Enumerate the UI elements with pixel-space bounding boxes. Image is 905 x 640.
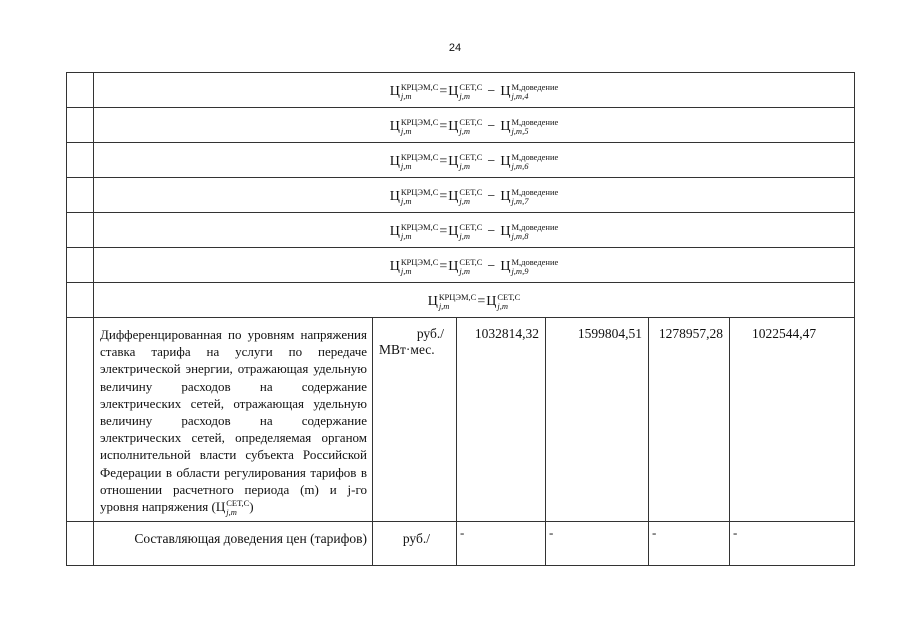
equals-sign: =: [439, 119, 448, 135]
formula-term-sup: М,доведение: [511, 222, 559, 233]
tariff-table: [66, 72, 855, 566]
formula-term-sup: М,доведение: [511, 82, 559, 93]
description-line: Дифференцированная по уровням: [100, 327, 295, 342]
formula-rhs-sup: СЕТ,С: [459, 152, 483, 163]
formula-row: [67, 108, 855, 143]
left-margin-cell: [67, 73, 94, 108]
formula-term-sup: М,доведение: [511, 117, 559, 128]
description-line: отражающая удельную величину расходов: [100, 361, 367, 394]
formula-lhs-sup: КРЦЭМ,С: [400, 257, 439, 268]
formula-lhs-sub: j,m: [400, 91, 412, 101]
formula-term-symbol: Ц: [500, 154, 511, 170]
formula-term-symbol: Ц: [500, 189, 511, 205]
formula-lhs-symbol: Ц: [389, 224, 400, 240]
formula-lhs-symbol: Ц: [389, 259, 400, 275]
equals-sign: =: [439, 224, 448, 240]
formula-rhs-sup: СЕТ,С: [459, 257, 483, 268]
formula-term-symbol: Ц: [500, 224, 511, 240]
formula-rhs-symbol: Ц: [448, 84, 459, 100]
description-line: власти субъекта Российской Федерации в: [100, 447, 367, 480]
rate-value-2: 1599804,51: [546, 318, 649, 522]
formula-row: [67, 178, 855, 213]
description-line: отношении расчетного периода (m) и j-го: [100, 481, 367, 497]
formula-cell: [94, 283, 855, 318]
formula-row: [67, 283, 855, 318]
rate-symbol-sub: j,m: [226, 507, 237, 518]
formula-term-sup: М,доведение: [511, 152, 559, 163]
component-value-4: -: [730, 521, 855, 565]
formula-cell: [94, 248, 855, 283]
formula-lhs-sup: КРЦЭМ,С: [400, 82, 439, 93]
formula-term-sub: j,m,4: [511, 91, 529, 101]
formula: [390, 79, 559, 101]
formula-lhs-sub: j,m: [400, 196, 412, 206]
formula-lhs-sub: j,m: [438, 301, 450, 311]
left-margin-cell: [67, 521, 94, 565]
rate-unit-line1: руб./: [416, 326, 444, 341]
component-value-3: -: [649, 521, 730, 565]
formula-rhs-sub: j,m: [459, 231, 471, 241]
description-close: ): [249, 499, 254, 515]
minus-sign: −: [487, 119, 496, 135]
component-description: Составляющая доведения цен (тарифов): [94, 521, 373, 565]
formula: [390, 219, 559, 241]
formula-rhs-sup: СЕТ,С: [459, 222, 483, 233]
description-line: на содержание электрических сетей,: [100, 413, 367, 446]
left-margin-cell: [67, 248, 94, 283]
description-line: отражающая удельную величину расходов: [100, 395, 368, 429]
formula-rhs-sup: СЕТ,С: [459, 82, 483, 93]
formula: [390, 254, 559, 276]
equals-sign: =: [477, 294, 486, 310]
rate-symbol-sup: СЕТ,С: [226, 498, 250, 509]
component-value-1: -: [457, 521, 546, 565]
formula-term-symbol: Ц: [500, 84, 511, 100]
formula-row: [67, 143, 855, 178]
rate-value-3: 1278957,28: [649, 318, 730, 522]
formula-term-sub: j,m,5: [511, 126, 529, 136]
left-margin-cell: [67, 213, 94, 248]
formula-cell: [94, 108, 855, 143]
formula: [390, 149, 559, 171]
formula-rhs-sup: СЕТ,С: [459, 187, 483, 198]
formula-row: [67, 248, 855, 283]
formula-lhs-sup: КРЦЭМ,С: [438, 292, 477, 303]
formula-lhs-sup: КРЦЭМ,С: [400, 187, 439, 198]
rate-description: [94, 318, 373, 522]
minus-sign: −: [487, 154, 496, 170]
formula-rhs-sup: СЕТ,С: [497, 292, 521, 303]
formula-lhs-sub: j,m: [400, 161, 412, 171]
formula-rhs-symbol: Ц: [448, 224, 459, 240]
formula-rhs-sub: j,m: [459, 196, 471, 206]
formula-rhs-sub: j,m: [459, 266, 471, 276]
rate-unit: [373, 318, 457, 522]
formula-rhs-symbol: Ц: [448, 259, 459, 275]
description-line: области регулирования тарифов в: [176, 464, 368, 480]
description-tail: уровня напряжения (: [100, 499, 216, 515]
equals-sign: =: [439, 259, 448, 275]
formula-term-sub: j,m,9: [511, 266, 529, 276]
formula-rhs-sub: j,m: [497, 301, 508, 311]
formula-lhs-sub: j,m: [400, 231, 412, 241]
formula-term-sub: j,m,7: [511, 196, 529, 206]
formula-lhs-symbol: Ц: [389, 84, 400, 100]
formula-cell: [94, 178, 855, 213]
minus-sign: −: [487, 84, 496, 100]
formula: [390, 114, 559, 136]
formula-lhs-symbol: Ц: [389, 119, 400, 135]
formula-cell: [94, 143, 855, 178]
formula: [428, 289, 521, 311]
formula-lhs-sub: j,m: [400, 126, 412, 136]
component-row: [67, 521, 855, 565]
left-margin-cell: [67, 178, 94, 213]
formula: [390, 184, 559, 206]
formula-lhs-sup: КРЦЭМ,С: [400, 152, 439, 163]
formula-term-sup: М,доведение: [511, 257, 559, 268]
rate-unit-line2: МВт·мес.: [379, 342, 435, 357]
left-margin-cell: [67, 318, 94, 522]
formula-cell: [94, 73, 855, 108]
formula-rhs-sup: СЕТ,С: [459, 117, 483, 128]
formula-lhs-symbol: Ц: [427, 294, 438, 310]
formula-rhs-sub: j,m: [459, 161, 471, 171]
formula-lhs-symbol: Ц: [389, 189, 400, 205]
equals-sign: =: [439, 84, 448, 100]
description-line: передаче электрической энергии,: [100, 344, 367, 377]
formula-term-symbol: Ц: [500, 259, 511, 275]
minus-sign: −: [487, 224, 496, 240]
formula-rhs-symbol: Ц: [486, 294, 497, 310]
rate-value-4: 1022544,47: [730, 318, 855, 522]
description-line: напряжения ставка тарифа на услуги по: [100, 327, 367, 360]
left-margin-cell: [67, 143, 94, 178]
rate-row: [67, 318, 855, 522]
left-margin-cell: [67, 108, 94, 143]
formula-row: [67, 73, 855, 108]
component-value-2: -: [546, 521, 649, 565]
formula-row: [67, 213, 855, 248]
formula-lhs-sup: КРЦЭМ,С: [400, 222, 439, 233]
description-line: определяемая органом исполнительной: [100, 430, 368, 463]
left-margin-cell: [67, 283, 94, 318]
formula-rhs-symbol: Ц: [448, 119, 459, 135]
formula-rhs-symbol: Ц: [448, 154, 459, 170]
formula-lhs-sup: КРЦЭМ,С: [400, 117, 439, 128]
formula-rhs-symbol: Ц: [448, 189, 459, 205]
formula-rhs-sub: j,m: [459, 126, 471, 136]
formula-lhs-sub: j,m: [400, 266, 412, 276]
formula-term-sub: j,m,8: [511, 231, 529, 241]
formula-cell: [94, 213, 855, 248]
rate-symbol: Ц: [215, 499, 226, 515]
minus-sign: −: [487, 259, 496, 275]
formula-term-symbol: Ц: [500, 119, 511, 135]
description-line: на содержание электрических сетей,: [100, 378, 367, 411]
formula-term-sup: М,доведение: [511, 187, 559, 198]
component-unit: руб./: [373, 521, 457, 565]
equals-sign: =: [439, 154, 448, 170]
minus-sign: −: [487, 189, 496, 205]
page-number: 24: [448, 42, 462, 54]
formula-lhs-symbol: Ц: [389, 154, 400, 170]
equals-sign: =: [439, 189, 448, 205]
formula-rhs-sub: j,m: [459, 91, 471, 101]
rate-value-1: 1032814,32: [457, 318, 546, 522]
formula-term-sub: j,m,6: [511, 161, 529, 171]
